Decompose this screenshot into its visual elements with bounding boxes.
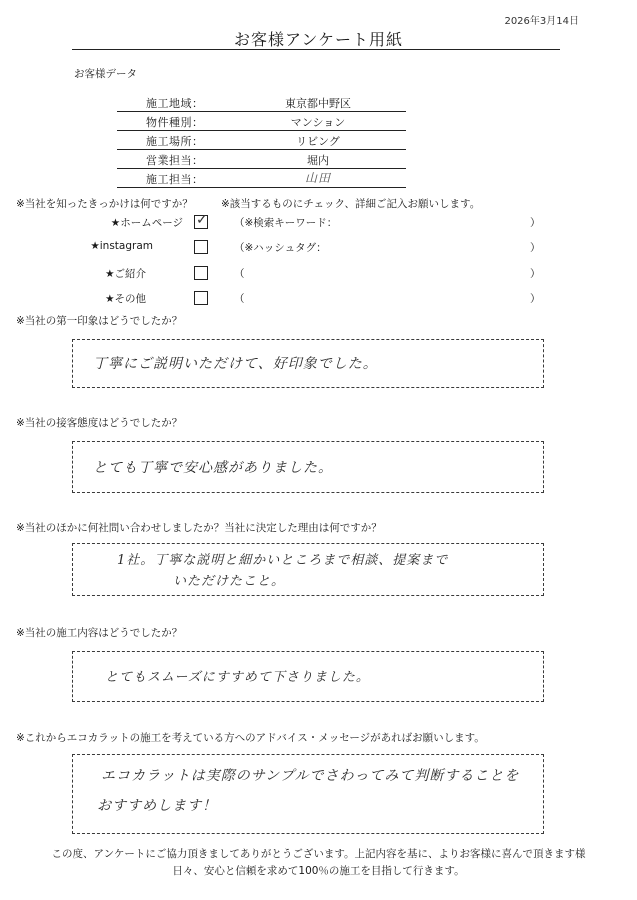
q6-question: ※これからエコカラットの施工を考えている方へのアドバイス・メッセージがあればお願いします。 (16, 732, 485, 744)
source-option-label: ★ご紹介 (105, 268, 146, 280)
source-option-instagram (0, 238, 637, 258)
customer-row-value: 堀内 (307, 154, 329, 167)
q1-question: ※当社を知ったきっかけは何ですか？ (16, 198, 193, 210)
q5-answer-box[interactable] (72, 651, 544, 702)
customer-row-label: 施工地域： (146, 97, 204, 110)
customer-row-value: 東京都中野区 (285, 97, 351, 110)
customer-row-label: 施工場所： (146, 135, 204, 148)
customer-row-location (117, 131, 406, 150)
detail-open: （※ハッシュタグ： (234, 242, 327, 254)
customer-row-property-type (117, 112, 406, 131)
q3-answer: とても丁寧で安心感がありました。 (93, 460, 333, 476)
customer-row-label: 営業担当： (146, 154, 204, 167)
customer-data-label: お客様データ (74, 68, 137, 80)
q1-instruction: ※該当するものにチェック、詳細ご記入お願いします。 (221, 198, 481, 210)
detail-open: （※検索キーワード： (234, 217, 338, 229)
page-title: お客様アンケート用紙 (233, 30, 404, 49)
checkbox-referral[interactable] (194, 266, 208, 280)
detail-open: （ (234, 293, 245, 305)
q4-answer-line2: いただけたこと。 (173, 574, 286, 589)
detail-close: ） (530, 268, 541, 280)
q6-answer-box[interactable] (72, 754, 544, 834)
detail-close: ） (530, 217, 541, 229)
footer-line2: 日々、安心と信頼を求めて100％の施工を目指して行きます。 (172, 865, 465, 877)
source-option-label: ★instagram (90, 240, 153, 252)
customer-row-value: マンション (290, 116, 346, 129)
q4-answer-box[interactable] (72, 543, 544, 596)
title-underline (72, 49, 560, 50)
checkbox-instagram[interactable] (194, 240, 208, 254)
footer-line1: この度、アンケートにご協力頂きましてありがとうございます。上記内容を基に、よりお客様に喜んで頂きます様 (51, 848, 586, 860)
q3-question: ※当社の接客態度はどうでしたか？ (16, 417, 183, 429)
customer-row-area (117, 93, 406, 112)
q2-question: ※当社の第一印象はどうでしたか？ (16, 315, 183, 327)
customer-row-value: リビング (296, 135, 340, 148)
q2-answer: 丁寧にご説明いただけて、好印象でした。 (93, 356, 378, 372)
q5-question: ※当社の施工内容はどうでしたか？ (16, 627, 183, 639)
source-option-label: ★ホームページ (110, 217, 183, 229)
customer-row-sales-rep (117, 150, 406, 169)
source-option-other (0, 289, 637, 309)
source-option-homepage (0, 213, 637, 233)
detail-close: ） (530, 293, 541, 305)
checkbox-other[interactable] (194, 291, 208, 305)
q4-answer-line1: 1社。丁寧な説明と細かいところまで相談、提案まで (117, 553, 449, 568)
customer-row-installer (117, 169, 406, 188)
customer-row-label: 施工担当： (146, 173, 204, 186)
q6-answer-line1: エコカラットは実際のサンプルでさわってみて判断することを (101, 768, 520, 784)
customer-row-label: 物件種別： (146, 116, 204, 129)
detail-close: ） (530, 242, 541, 254)
check-mark-icon: ✓ (196, 212, 208, 228)
footer-message (0, 846, 637, 880)
source-option-referral (0, 264, 637, 284)
q6-answer-line2: おすすめします！ (97, 798, 218, 814)
customer-data-table (117, 93, 406, 188)
customer-row-value-handwritten: 山田 (304, 171, 331, 185)
checkbox-homepage[interactable] (194, 212, 208, 229)
q4-question: ※当社のほかに何社問い合わせしましたか？当社に決定した理由は何ですか？ (16, 522, 382, 534)
q5-answer: とてもスムーズにすすめて下さりました。 (105, 670, 370, 685)
q3-answer-box[interactable] (72, 441, 544, 493)
q2-answer-box[interactable] (72, 339, 544, 388)
detail-open: （ (234, 268, 245, 280)
source-option-label: ★その他 (105, 293, 146, 305)
survey-date: 2026年3月14日 (504, 16, 579, 27)
